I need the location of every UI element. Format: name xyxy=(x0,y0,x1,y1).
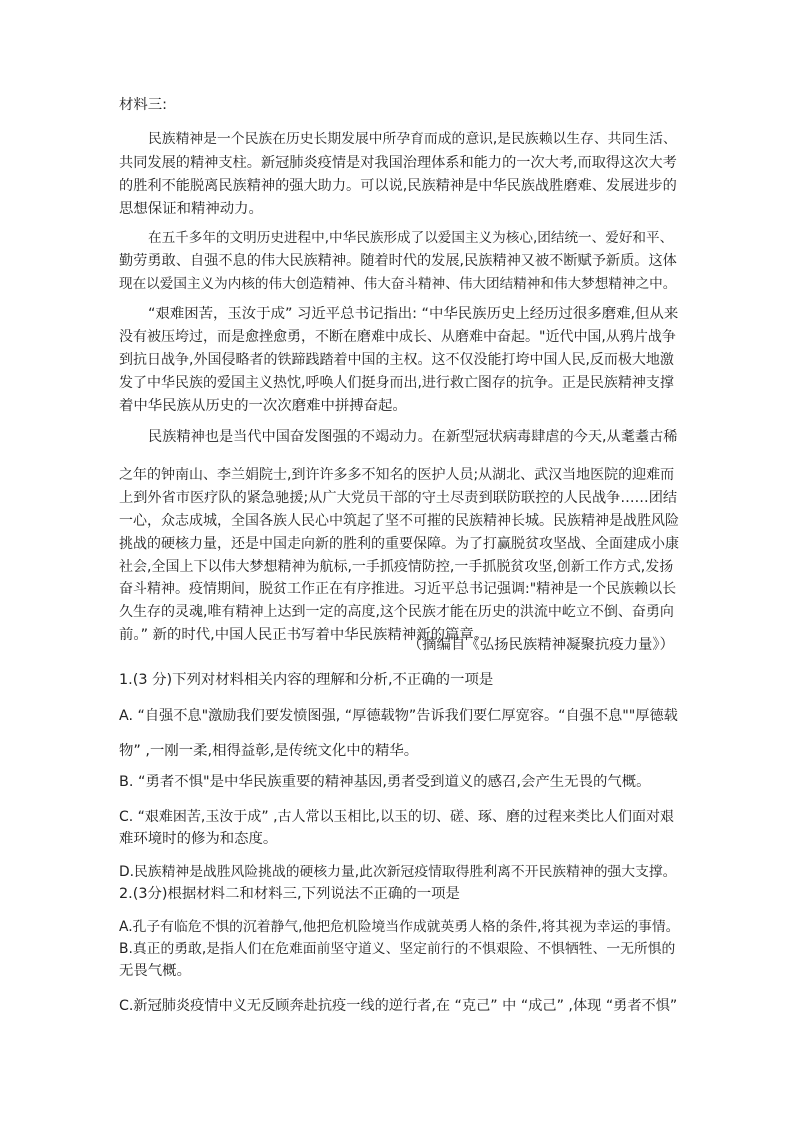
question-1-option-c-line-1: C. “艰难困苦,玉汝于成” ,古人常以玉相比,以玉的切、磋、琢、磨的过程来类比人们面对艰 xyxy=(119,809,674,825)
paragraph-3-line-4: 发了中华民族的爱国主义热忱,呼唤人们挺身而出,进行救亡图存的抗争。正是民族精神支撑 xyxy=(119,375,674,391)
question-1-option-c-line-2: 难环境时的修为和态度。 xyxy=(119,831,278,847)
paragraph-4-line-8: 久生存的灵魂,唯有精神上达到一定的高度,这个民族才能在历史的洪流中屹立不倒、奋勇向 xyxy=(119,604,674,620)
paragraph-4-line-1: 民族精神也是当代中国奋发图强的不竭动力。在新型冠状病毒肆虐的今天,从耄耋古稀 xyxy=(148,429,678,445)
question-2-option-b-line-1: B.真正的勇敢,是指人们在危难面前坚守道义、坚定前行的不惧艰险、不惧牺牲、一无所惧的 xyxy=(119,941,676,957)
paragraph-4-line-7: 奋斗精神。疫情期间，脱贫工作正在有序推进。习近平总书记强调:"精神是一个民族赖以长 xyxy=(119,581,677,597)
question-2-option-b-line-2: 无畏气概。 xyxy=(119,963,191,979)
question-1-option-b: B. “勇者不惧"是中华民族重要的精神基因,勇者受到道义的感召,会产生无畏的气概。 xyxy=(119,774,651,790)
paragraph-2-line-2: 勤劳勇敢、自强不息的伟大民族精神。随着时代的发展,民族精神又被不断赋予新质。这体 xyxy=(119,253,677,269)
paragraph-4-line-5: 挑战的硬核力量，还是中国走向新的胜利的重要保障。为了打赢脱贫攻坚战、全面建成小康 xyxy=(119,536,679,552)
paragraph-1-line-4: 思想保证和精神动力。 xyxy=(119,201,263,217)
source-citation: （摘编自《弘扬民族精神凝聚抗疫力量》） xyxy=(407,637,674,653)
question-2-stem: 2.(3分)根据材料二和材料三,下列说法不正确的一项是 xyxy=(119,886,460,902)
paragraph-4-line-4: 一心，众志成城，全国各族人民心中筑起了坚不可摧的民族精神长城。民族精神是战胜风险 xyxy=(119,513,679,529)
paragraph-1-line-3: 的胜利不能脱离民族精神的强大助力。可以说,民族精神是中华民族战胜磨难、发展进步的 xyxy=(119,178,677,194)
paragraph-2-line-3: 现在以爱国主义为内核的伟大创造精神、伟大奋斗精神、伟大团结精神和伟大梦想精神之中。 xyxy=(119,276,677,292)
paragraph-4-line-3: 上到外省市医疗队的紧急驰援;从广大党员干部的守土尽责到联防联控的人民战争……团结 xyxy=(119,490,678,506)
paragraph-1-line-2: 共同发展的精神支柱。新冠肺炎疫情是对我国治理体系和能力的一次大考,而取得这次大考 xyxy=(119,155,677,171)
question-1-stem: 1.(3 分)下列对材料相关内容的理解和分析,不正确的一项是 xyxy=(119,672,494,688)
paragraph-2-line-1: 在五千多年的文明历史进程中,中华民族形成了以爱国主义为核心,团结统一、爱好和平、 xyxy=(148,230,674,246)
paragraph-4-line-2: 之年的钟南山、李兰娟院士,到许许多多不知名的医护人员;从湖北、武汉当地医院的迎难而 xyxy=(119,467,675,483)
paragraph-4-line-6: 社会,全国上下以伟大梦想精神为航标,一手抓疫情防控,一手抓脱贫攻坚,创新工作方式,发扬 xyxy=(119,559,674,575)
material-heading: 材料三: xyxy=(119,97,168,113)
question-2-option-c: C.新冠肺炎疫情中义无反顾奔赴抗疫一线的逆行者,在 “克己” 中 “成己” ,体现 “勇者不惧” xyxy=(119,998,678,1014)
paragraph-1-line-1: 民族精神是一个民族在历史长期发展中所孕育而成的意识,是民族赖以生存、共同生活、 xyxy=(148,131,677,147)
question-1-option-a-line-1: A. “自强不息"激励我们要发愤图强, “厚德载物”告诉我们要仁厚宽容。“自强不息""厚德载 xyxy=(119,708,678,724)
paragraph-3-line-2: 没有被压垮过，而是愈挫愈勇，不断在磨难中成长、从磨难中奋起。"近代中国,从鸦片战争 xyxy=(119,329,676,345)
question-1-option-d: D.民族精神是战胜风险挑战的硬核力量,此次新冠疫情取得胜利离不开民族精神的强大支撑。 xyxy=(119,864,677,880)
paragraph-4-line-9: 前。” 新的时代,中国人民正书写着中华民族精神新的篇章。 xyxy=(119,627,489,643)
question-2-option-a: A.孔子有临危不惧的沉着静气,他把危机险境当作成就英勇人格的条件,将其视为幸运的事情。 xyxy=(119,919,680,935)
paragraph-3-line-3: 到抗日战争,外国侵略者的铁蹄践踏着中国的主权。这不仅没能打垮中国人民,反而极大地激 xyxy=(119,352,674,368)
question-1-option-a-line-2: 物” ,一刚一柔,相得益彰,是传统文化中的精华。 xyxy=(119,743,419,759)
paragraph-3-line-5: 着中华民族从历史的一次次磨难中拼搏奋起。 xyxy=(119,398,407,414)
paragraph-3-line-1: “艰难困苦，玉汝于成” 习近平总书记指出: “中华民族历史上经历过很多磨难,但从来 xyxy=(148,306,679,322)
